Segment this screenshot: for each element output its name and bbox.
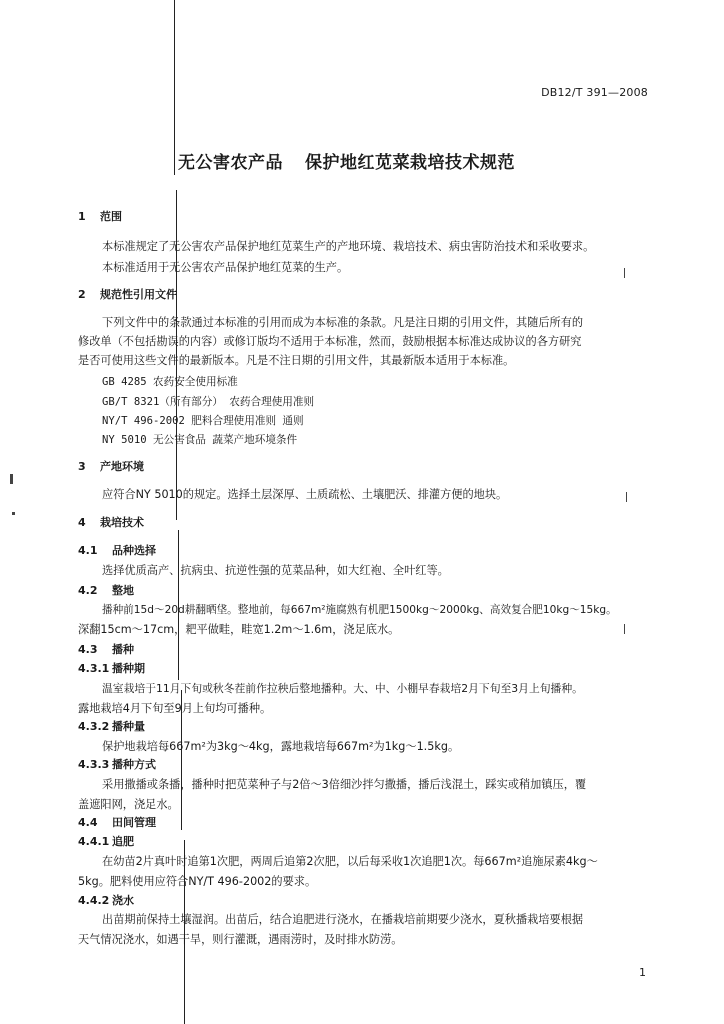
page-title bbox=[178, 148, 515, 173]
paragraph-line: 保护地栽培每667m²为3kg～4kg，露地栽培每667m²为1kg～1.5kg。 bbox=[102, 740, 460, 753]
subsection-heading: 4.3.2 播种量 bbox=[78, 720, 145, 733]
paragraph-line: 本标准适用于无公害农产品保护地红苋菜的生产。 bbox=[102, 261, 349, 274]
paragraph-line: 在幼苗2片真叶时追第1次肥，两周后追第2次肥，以后每采收1次追肥1次。每667m²追施尿素4kg～ bbox=[102, 855, 598, 868]
reference-item: GB 4285 农药安全使用标准 bbox=[102, 376, 238, 388]
title-part1: 无公害农产品 bbox=[178, 153, 283, 173]
subsection-heading: 4.4.2 浇水 bbox=[78, 894, 134, 907]
paragraph-line: 修改单（不包括勘误的内容）或修订版均不适用于本标准，然而，鼓励根据本标准达成协议的各方研究 bbox=[78, 335, 582, 348]
paragraph-line: 应符合NY 5010的规定。选择土层深厚、土质疏松、土壤肥沃、排灌方便的地块。 bbox=[102, 488, 508, 501]
section-heading: 1 范围 bbox=[78, 210, 122, 223]
scan-mark bbox=[10, 474, 13, 484]
scan-mark bbox=[626, 492, 627, 502]
scan-mark bbox=[12, 512, 15, 515]
scan-mark bbox=[624, 624, 625, 634]
paragraph-line: 是否可使用这些文件的最新版本。凡是不注日期的引用文件，其最新版本适用于本标准。 bbox=[78, 354, 515, 367]
paragraph-line: 盖遮阳网，浇足水。 bbox=[78, 798, 179, 811]
page-number: 1 bbox=[639, 966, 646, 979]
paragraph-line: 播种前15d～20d耕翻晒垡。整地前，每667m²施腐熟有机肥1500kg～2000kg、高效复合肥10kg～15kg。 bbox=[102, 604, 617, 616]
paragraph-line: 本标准规定了无公害农产品保护地红苋菜生产的产地环境、栽培技术、病虫害防治技术和采收要求。 bbox=[102, 240, 595, 253]
section-heading: 2 规范性引用文件 bbox=[78, 288, 177, 301]
subsection-heading: 4.4.1 追肥 bbox=[78, 835, 134, 848]
subsection-heading: 4.1 品种选择 bbox=[78, 544, 156, 557]
subsection-heading: 4.3 播种 bbox=[78, 643, 134, 656]
paragraph-line: 采用撒播或条播，播种时把苋菜种子与2倍～3倍细沙拌匀撒播，播后浅混土，踩实或稍加镇压，覆 bbox=[102, 778, 587, 791]
scan-binding-line bbox=[174, 0, 175, 175]
paragraph-line: 深翻15cm～17cm，耙平做畦，畦宽1.2m～1.6m，浇足底水。 bbox=[78, 623, 400, 636]
subsection-heading: 4.4 田间管理 bbox=[78, 816, 156, 829]
paragraph-line: 天气情况浇水，如遇干旱，则行灌溉，遇雨涝时，及时排水防涝。 bbox=[78, 933, 403, 946]
paragraph-line: 下列文件中的条款通过本标准的引用而成为本标准的条款。凡是注日期的引用文件，其随后所有的 bbox=[102, 316, 584, 329]
subsection-heading: 4.3.1 播种期 bbox=[78, 662, 145, 675]
reference-item: GB/T 8321（所有部分） 农药合理使用准则 bbox=[102, 396, 315, 408]
paragraph-line: 5kg。肥料使用应符合NY/T 496-2002的要求。 bbox=[78, 875, 317, 888]
scan-mark bbox=[624, 268, 625, 278]
subsection-heading: 4.3.3 播种方式 bbox=[78, 758, 156, 771]
paragraph-line: 出苗期前保持土壤湿润。出苗后，结合追肥进行浇水，在播栽培前期要少浇水，夏秋播栽培要根据 bbox=[102, 913, 584, 926]
paragraph-line: 温室栽培于11月下旬或秋冬茬前作拉秧后整地播种。大、中、小棚早春栽培2月下旬至3月上旬播种。 bbox=[102, 682, 583, 695]
standard-code: DB12/T 391—2008 bbox=[541, 86, 648, 99]
paragraph-line: 选择优质高产、抗病虫、抗逆性强的苋菜品种，如大红袍、全叶红等。 bbox=[102, 564, 449, 577]
reference-item: NY/T 496-2002 肥料合理使用准则 通则 bbox=[102, 415, 304, 427]
paragraph-line: 露地栽培4月下旬至9月上旬均可播种。 bbox=[78, 702, 272, 715]
subsection-heading: 4.2 整地 bbox=[78, 584, 134, 597]
section-heading: 4 栽培技术 bbox=[78, 516, 144, 529]
title-part2: 保护地红苋菜栽培技术规范 bbox=[305, 153, 515, 173]
reference-item: NY 5010 无公害食品 蔬菜产地环境条件 bbox=[102, 434, 298, 446]
section-heading: 3 产地环境 bbox=[78, 460, 144, 473]
